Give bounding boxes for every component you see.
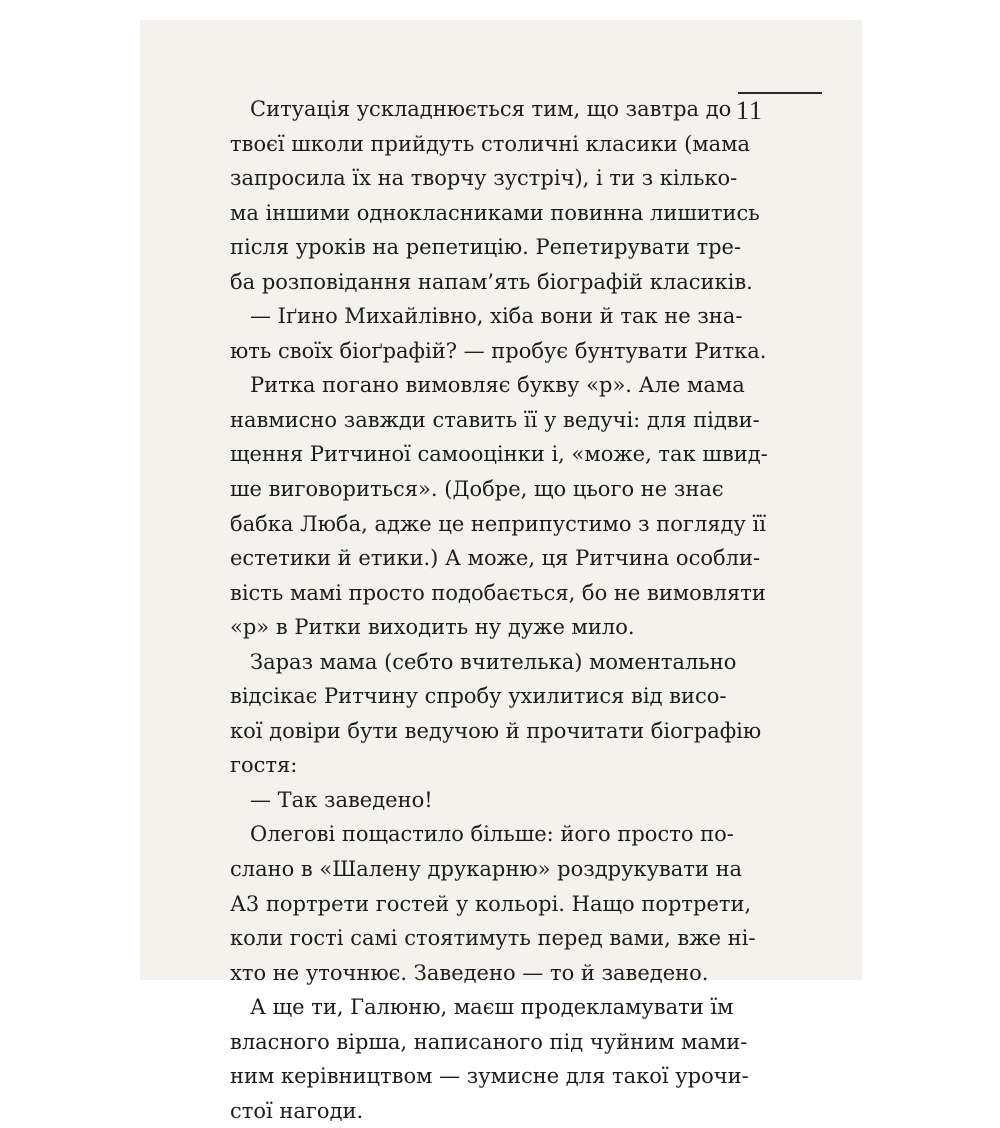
text-line: слано в «Шалену друкарню» роздрукувати на — [230, 857, 743, 882]
text-line: відсікає Ритчину спробу ухилитися від висо- — [230, 684, 727, 709]
text-line: Ритка погано вимовляє букву «р». Але мама — [250, 373, 745, 398]
text-line: естетики й етики.) А може, ця Ритчина особли- — [230, 546, 761, 571]
header-rule — [738, 92, 822, 94]
text-line: навмисно завжди ставить її у ведучі: для підви- — [230, 407, 760, 432]
text-line: гостя: — [230, 753, 298, 778]
text-line: ба розповідання напам’ять біографій класиків. — [230, 269, 753, 294]
text-line: А ще ти, Галюню, маєш продекламувати їм — [250, 995, 734, 1020]
text-line: бабка Люба, адже це неприпустимо з погляду її — [230, 511, 766, 536]
text-line: хто не уточнює. Заведено — то й заведено. — [230, 960, 709, 985]
text-line: кої довіри бути ведучою й прочитати біографію — [230, 718, 762, 743]
text-line: вість мамі просто подобається, бо не вимовляти — [230, 580, 766, 605]
text-line: ма іншими однокласниками повинна лишитись — [230, 200, 760, 225]
text-line: запросила їх на творчу зустріч), і ти з кілько- — [230, 166, 738, 191]
text-line: — Так заведено! — [250, 787, 433, 812]
page-number: 11 — [736, 96, 764, 125]
text-line: — Іґино Михайлівно, хіба вони й так не зна- — [250, 304, 743, 329]
text-line: ше виговориться». (Добре, що цього не знає — [230, 477, 724, 502]
text-line: Олегові пощастило більше: його просто по- — [250, 822, 734, 847]
text-line: коли гості самі стоятимуть перед вами, вже ні- — [230, 926, 756, 951]
text-line: твоєї школи прийдуть столичні класики (мама — [230, 131, 751, 156]
text-line: «р» в Ритки виходить ну дуже мило. — [230, 615, 635, 640]
text-line: А3 портрети гостей у кольорі. Нащо портрети, — [230, 891, 752, 916]
text-line: ним керівництвом — зумисне для такої урочи- — [230, 1064, 749, 1089]
text-line: Ситуація ускладнюється тим, що завтра до — [250, 97, 732, 121]
text-line: щення Ритчиної самооцінки і, «може, так швид- — [230, 442, 768, 467]
text-line: власного вірша, написаного під чуйним мами- — [230, 1029, 748, 1054]
text-line: ють своїх біоґрафій? — пробує бунтувати Ритка. — [230, 338, 767, 363]
text-line: після уроків на репетицію. Репетирувати тре- — [230, 235, 742, 260]
text-line: Зараз мама (себто вчителька) моментально — [250, 649, 737, 674]
text-line: стої нагоди. — [230, 1098, 364, 1123]
